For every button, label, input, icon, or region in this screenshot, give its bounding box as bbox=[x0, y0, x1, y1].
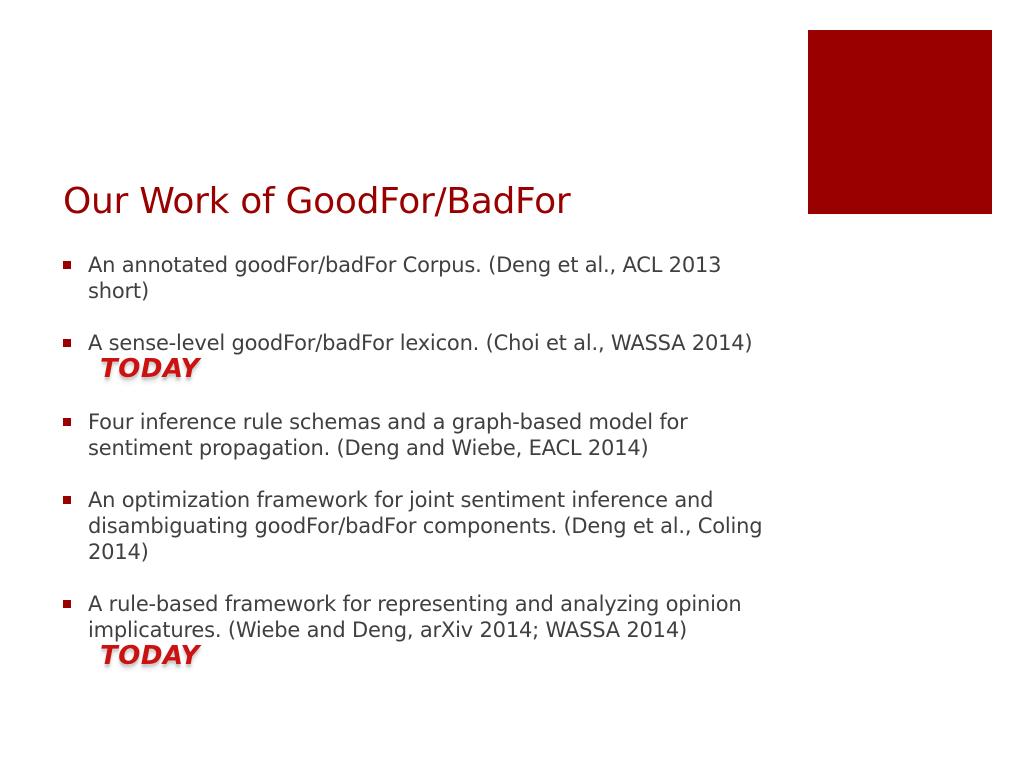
slide-title: Our Work of GoodFor/BadFor bbox=[63, 181, 571, 222]
accent-block bbox=[808, 30, 992, 214]
bullet-item bbox=[63, 252, 775, 304]
bullet-item bbox=[63, 409, 775, 461]
today-badge: TODAY bbox=[100, 641, 200, 671]
bullet-text: Four inference rule schemas and a graph-based model for sentiment propagation. (Deng and Wiebe, EACL 2014) bbox=[88, 410, 688, 460]
bullet-text: A rule-based framework for representing and analyzing opinion implicatures. (Wiebe and Deng, arXiv 2014; WASSA 2014) bbox=[88, 592, 742, 642]
square-bullet-icon bbox=[63, 261, 71, 269]
bullet-list bbox=[63, 252, 775, 696]
square-bullet-icon bbox=[63, 600, 71, 608]
square-bullet-icon bbox=[63, 418, 71, 426]
bullet-item bbox=[63, 591, 775, 670]
bullet-text: A sense-level goodFor/badFor lexicon. (Choi et al., WASSA 2014) bbox=[88, 331, 753, 355]
square-bullet-icon bbox=[63, 496, 71, 504]
bullet-text: An annotated goodFor/badFor Corpus. (Deng et al., ACL 2013 short) bbox=[88, 253, 722, 303]
today-badge: TODAY bbox=[100, 354, 200, 384]
bullet-item bbox=[63, 330, 775, 383]
bullet-item bbox=[63, 487, 775, 565]
bullet-text: An optimization framework for joint sentiment inference and disambiguating goodFor/badFor components. (Deng et al., Coling 2014) bbox=[88, 488, 763, 564]
square-bullet-icon bbox=[63, 339, 71, 347]
